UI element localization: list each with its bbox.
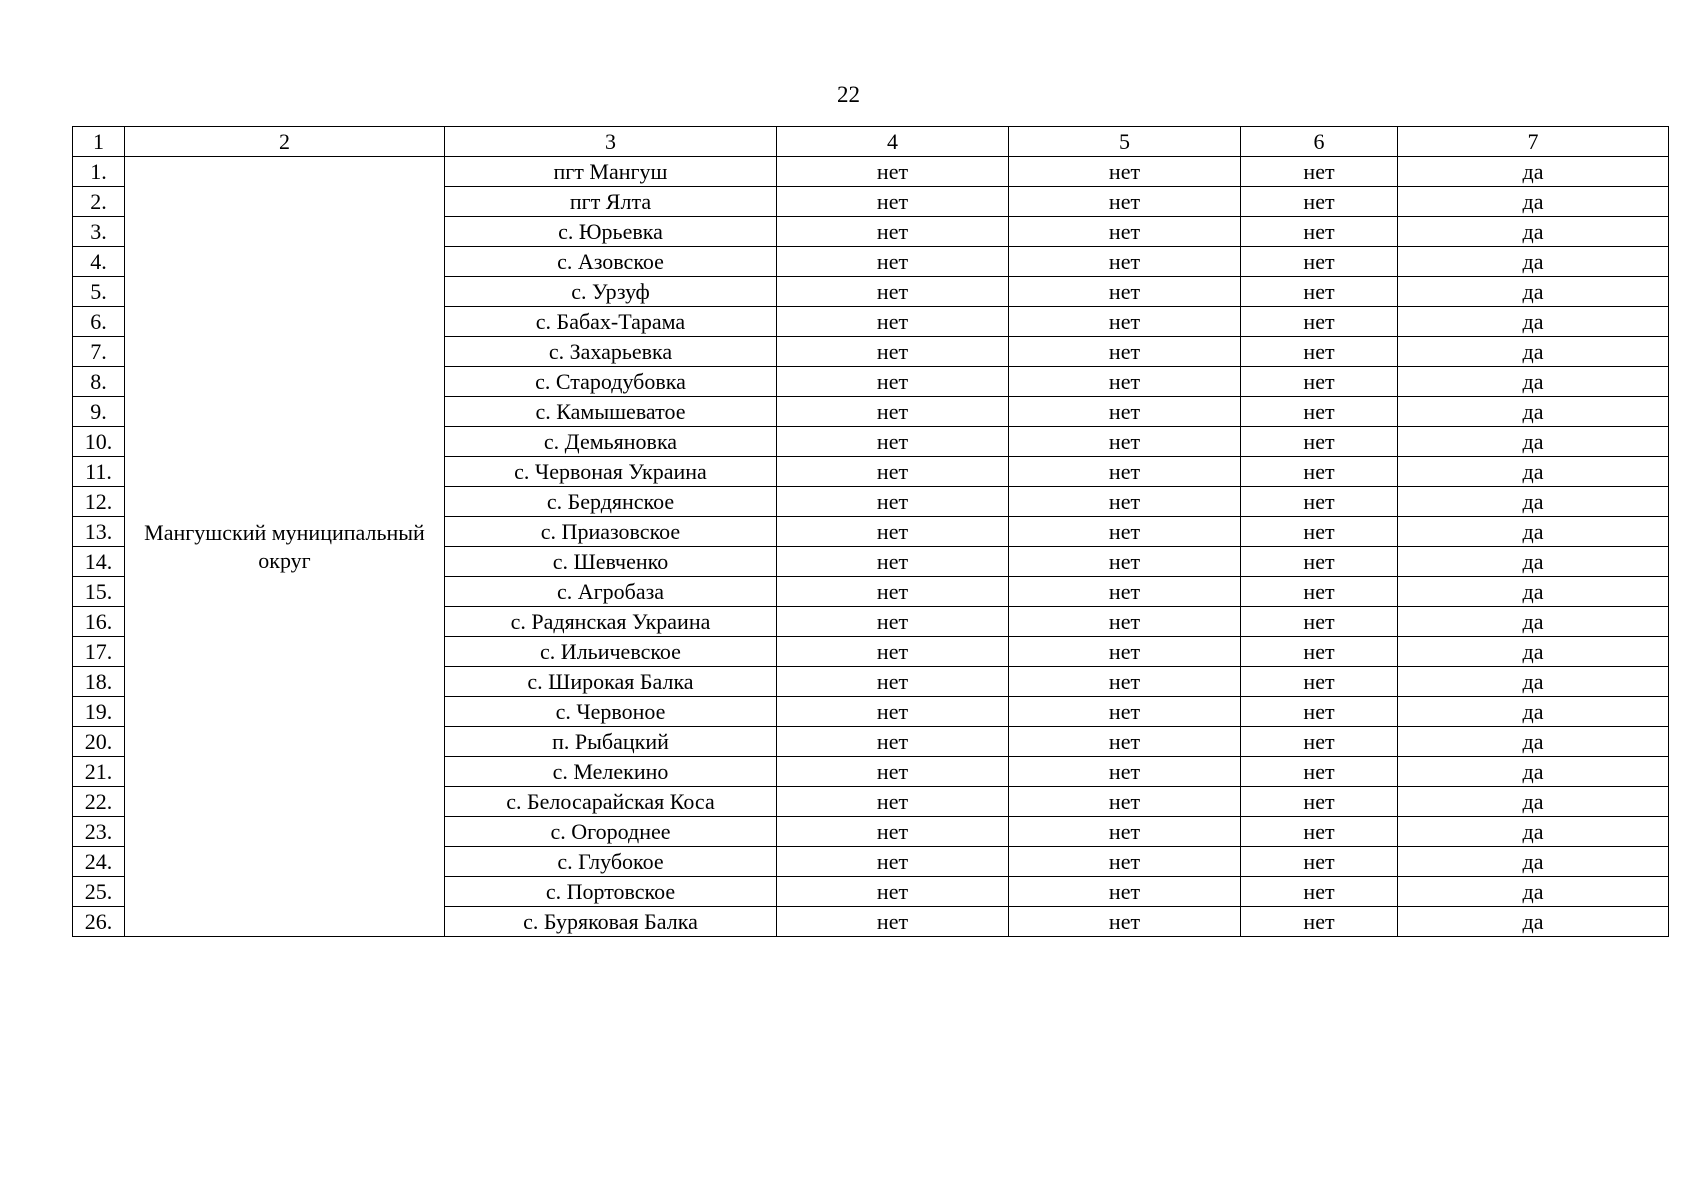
settlement-name: с. Червоное: [445, 697, 777, 727]
row-number: 3.: [73, 217, 125, 247]
row-number: 2.: [73, 187, 125, 217]
row-number: 16.: [73, 607, 125, 637]
table-body: [73, 157, 1669, 937]
row-number: 24.: [73, 847, 125, 877]
row-number: 13.: [73, 517, 125, 547]
column-7-value: да: [1398, 727, 1669, 757]
column-4-value: нет: [777, 427, 1009, 457]
settlement-name: с. Бердянское: [445, 487, 777, 517]
column-5-value: нет: [1009, 757, 1241, 787]
settlement-name: с. Захарьевка: [445, 337, 777, 367]
column-5-value: нет: [1009, 157, 1241, 187]
column-4-value: нет: [777, 847, 1009, 877]
column-7-value: да: [1398, 577, 1669, 607]
column-7-value: да: [1398, 277, 1669, 307]
column-6-value: нет: [1241, 727, 1398, 757]
column-5-value: нет: [1009, 817, 1241, 847]
column-6-value: нет: [1241, 307, 1398, 337]
settlement-name: с. Бабах-Тарама: [445, 307, 777, 337]
column-7-value: да: [1398, 337, 1669, 367]
column-4-value: нет: [777, 817, 1009, 847]
settlement-name: с. Азовское: [445, 247, 777, 277]
column-6-value: нет: [1241, 847, 1398, 877]
row-number: 9.: [73, 397, 125, 427]
column-4-value: нет: [777, 487, 1009, 517]
column-7-value: да: [1398, 397, 1669, 427]
column-7-value: да: [1398, 637, 1669, 667]
column-5-value: нет: [1009, 847, 1241, 877]
column-7-value: да: [1398, 457, 1669, 487]
column-4-value: нет: [777, 787, 1009, 817]
column-7-value: да: [1398, 877, 1669, 907]
column-4-value: нет: [777, 877, 1009, 907]
row-number: 8.: [73, 367, 125, 397]
column-7-value: да: [1398, 547, 1669, 577]
settlement-name: пгт Ялта: [445, 187, 777, 217]
column-4-value: нет: [777, 247, 1009, 277]
column-7-value: да: [1398, 757, 1669, 787]
column-6-value: нет: [1241, 187, 1398, 217]
column-4-value: нет: [777, 397, 1009, 427]
table-header-row: [73, 127, 1669, 157]
column-4-value: нет: [777, 637, 1009, 667]
column-6-value: нет: [1241, 277, 1398, 307]
header-cell-4: 4: [777, 127, 1009, 157]
column-7-value: да: [1398, 157, 1669, 187]
column-5-value: нет: [1009, 727, 1241, 757]
column-4-value: нет: [777, 217, 1009, 247]
header-cell-6: 6: [1241, 127, 1398, 157]
settlement-name: с. Урзуф: [445, 277, 777, 307]
settlement-name: с. Камышеватое: [445, 397, 777, 427]
column-6-value: нет: [1241, 157, 1398, 187]
settlement-name: с. Мелекино: [445, 757, 777, 787]
column-6-value: нет: [1241, 877, 1398, 907]
column-4-value: нет: [777, 757, 1009, 787]
column-6-value: нет: [1241, 337, 1398, 367]
column-5-value: нет: [1009, 637, 1241, 667]
column-7-value: да: [1398, 817, 1669, 847]
row-number: 5.: [73, 277, 125, 307]
settlement-name: с. Портовское: [445, 877, 777, 907]
column-5-value: нет: [1009, 877, 1241, 907]
row-number: 10.: [73, 427, 125, 457]
row-number: 6.: [73, 307, 125, 337]
column-4-value: нет: [777, 907, 1009, 937]
column-7-value: да: [1398, 847, 1669, 877]
column-5-value: нет: [1009, 367, 1241, 397]
column-7-value: да: [1398, 307, 1669, 337]
column-6-value: нет: [1241, 217, 1398, 247]
row-number: 22.: [73, 787, 125, 817]
column-4-value: нет: [777, 337, 1009, 367]
column-5-value: нет: [1009, 277, 1241, 307]
column-5-value: нет: [1009, 307, 1241, 337]
column-6-value: нет: [1241, 907, 1398, 937]
column-4-value: нет: [777, 157, 1009, 187]
column-6-value: нет: [1241, 787, 1398, 817]
row-number: 19.: [73, 697, 125, 727]
column-6-value: нет: [1241, 247, 1398, 277]
settlements-table: [72, 126, 1669, 937]
column-7-value: да: [1398, 187, 1669, 217]
row-number: 17.: [73, 637, 125, 667]
row-number: 21.: [73, 757, 125, 787]
column-7-value: да: [1398, 517, 1669, 547]
column-4-value: нет: [777, 367, 1009, 397]
column-6-value: нет: [1241, 487, 1398, 517]
column-7-value: да: [1398, 907, 1669, 937]
column-5-value: нет: [1009, 667, 1241, 697]
settlement-name: с. Червоная Украина: [445, 457, 777, 487]
row-number: 1.: [73, 157, 125, 187]
column-7-value: да: [1398, 667, 1669, 697]
column-4-value: нет: [777, 577, 1009, 607]
column-6-value: нет: [1241, 607, 1398, 637]
column-6-value: нет: [1241, 457, 1398, 487]
header-cell-5: 5: [1009, 127, 1241, 157]
column-6-value: нет: [1241, 517, 1398, 547]
column-5-value: нет: [1009, 577, 1241, 607]
column-7-value: да: [1398, 607, 1669, 637]
municipal-district-name: Мангушский муниципальный округ: [125, 157, 445, 937]
row-number: 14.: [73, 547, 125, 577]
column-4-value: нет: [777, 187, 1009, 217]
column-7-value: да: [1398, 427, 1669, 457]
column-7-value: да: [1398, 487, 1669, 517]
settlement-name: с. Демьяновка: [445, 427, 777, 457]
column-5-value: нет: [1009, 787, 1241, 817]
column-6-value: нет: [1241, 547, 1398, 577]
row-number: 26.: [73, 907, 125, 937]
column-4-value: нет: [777, 457, 1009, 487]
column-6-value: нет: [1241, 667, 1398, 697]
column-4-value: нет: [777, 307, 1009, 337]
settlement-name: с. Приазовское: [445, 517, 777, 547]
column-5-value: нет: [1009, 517, 1241, 547]
settlement-name: с. Агробаза: [445, 577, 777, 607]
row-number: 7.: [73, 337, 125, 367]
settlement-name: с. Огороднее: [445, 817, 777, 847]
settlement-name: с. Буряковая Балка: [445, 907, 777, 937]
row-number: 23.: [73, 817, 125, 847]
settlement-name: пгт Мангуш: [445, 157, 777, 187]
column-5-value: нет: [1009, 187, 1241, 217]
row-number: 11.: [73, 457, 125, 487]
column-5-value: нет: [1009, 247, 1241, 277]
row-number: 18.: [73, 667, 125, 697]
header-cell-3: 3: [445, 127, 777, 157]
row-number: 15.: [73, 577, 125, 607]
page-number: 22: [837, 82, 860, 107]
column-5-value: нет: [1009, 487, 1241, 517]
column-6-value: нет: [1241, 397, 1398, 427]
table-row: [73, 157, 1669, 187]
column-7-value: да: [1398, 217, 1669, 247]
column-4-value: нет: [777, 727, 1009, 757]
column-7-value: да: [1398, 787, 1669, 817]
column-6-value: нет: [1241, 577, 1398, 607]
settlement-name: с. Стародубовка: [445, 367, 777, 397]
header-cell-1: 1: [73, 127, 125, 157]
column-4-value: нет: [777, 517, 1009, 547]
column-6-value: нет: [1241, 637, 1398, 667]
column-6-value: нет: [1241, 757, 1398, 787]
column-5-value: нет: [1009, 547, 1241, 577]
column-6-value: нет: [1241, 427, 1398, 457]
settlement-name: п. Рыбацкий: [445, 727, 777, 757]
column-5-value: нет: [1009, 427, 1241, 457]
column-5-value: нет: [1009, 457, 1241, 487]
column-5-value: нет: [1009, 907, 1241, 937]
settlement-name: с. Широкая Балка: [445, 667, 777, 697]
row-number: 4.: [73, 247, 125, 277]
column-5-value: нет: [1009, 607, 1241, 637]
column-4-value: нет: [777, 547, 1009, 577]
column-6-value: нет: [1241, 697, 1398, 727]
column-6-value: нет: [1241, 817, 1398, 847]
column-4-value: нет: [777, 607, 1009, 637]
settlement-name: с. Ильичевское: [445, 637, 777, 667]
row-number: 12.: [73, 487, 125, 517]
column-6-value: нет: [1241, 367, 1398, 397]
row-number: 20.: [73, 727, 125, 757]
settlement-name: с. Глубокое: [445, 847, 777, 877]
header-cell-7: 7: [1398, 127, 1669, 157]
settlement-name: с. Шевченко: [445, 547, 777, 577]
header-cell-2: 2: [125, 127, 445, 157]
column-4-value: нет: [777, 277, 1009, 307]
column-5-value: нет: [1009, 397, 1241, 427]
column-4-value: нет: [777, 667, 1009, 697]
column-4-value: нет: [777, 697, 1009, 727]
settlement-name: с. Юрьевка: [445, 217, 777, 247]
row-number: 25.: [73, 877, 125, 907]
column-5-value: нет: [1009, 697, 1241, 727]
column-7-value: да: [1398, 367, 1669, 397]
column-5-value: нет: [1009, 337, 1241, 367]
column-7-value: да: [1398, 697, 1669, 727]
column-5-value: нет: [1009, 217, 1241, 247]
column-7-value: да: [1398, 247, 1669, 277]
settlement-name: с. Радянская Украина: [445, 607, 777, 637]
settlement-name: с. Белосарайская Коса: [445, 787, 777, 817]
